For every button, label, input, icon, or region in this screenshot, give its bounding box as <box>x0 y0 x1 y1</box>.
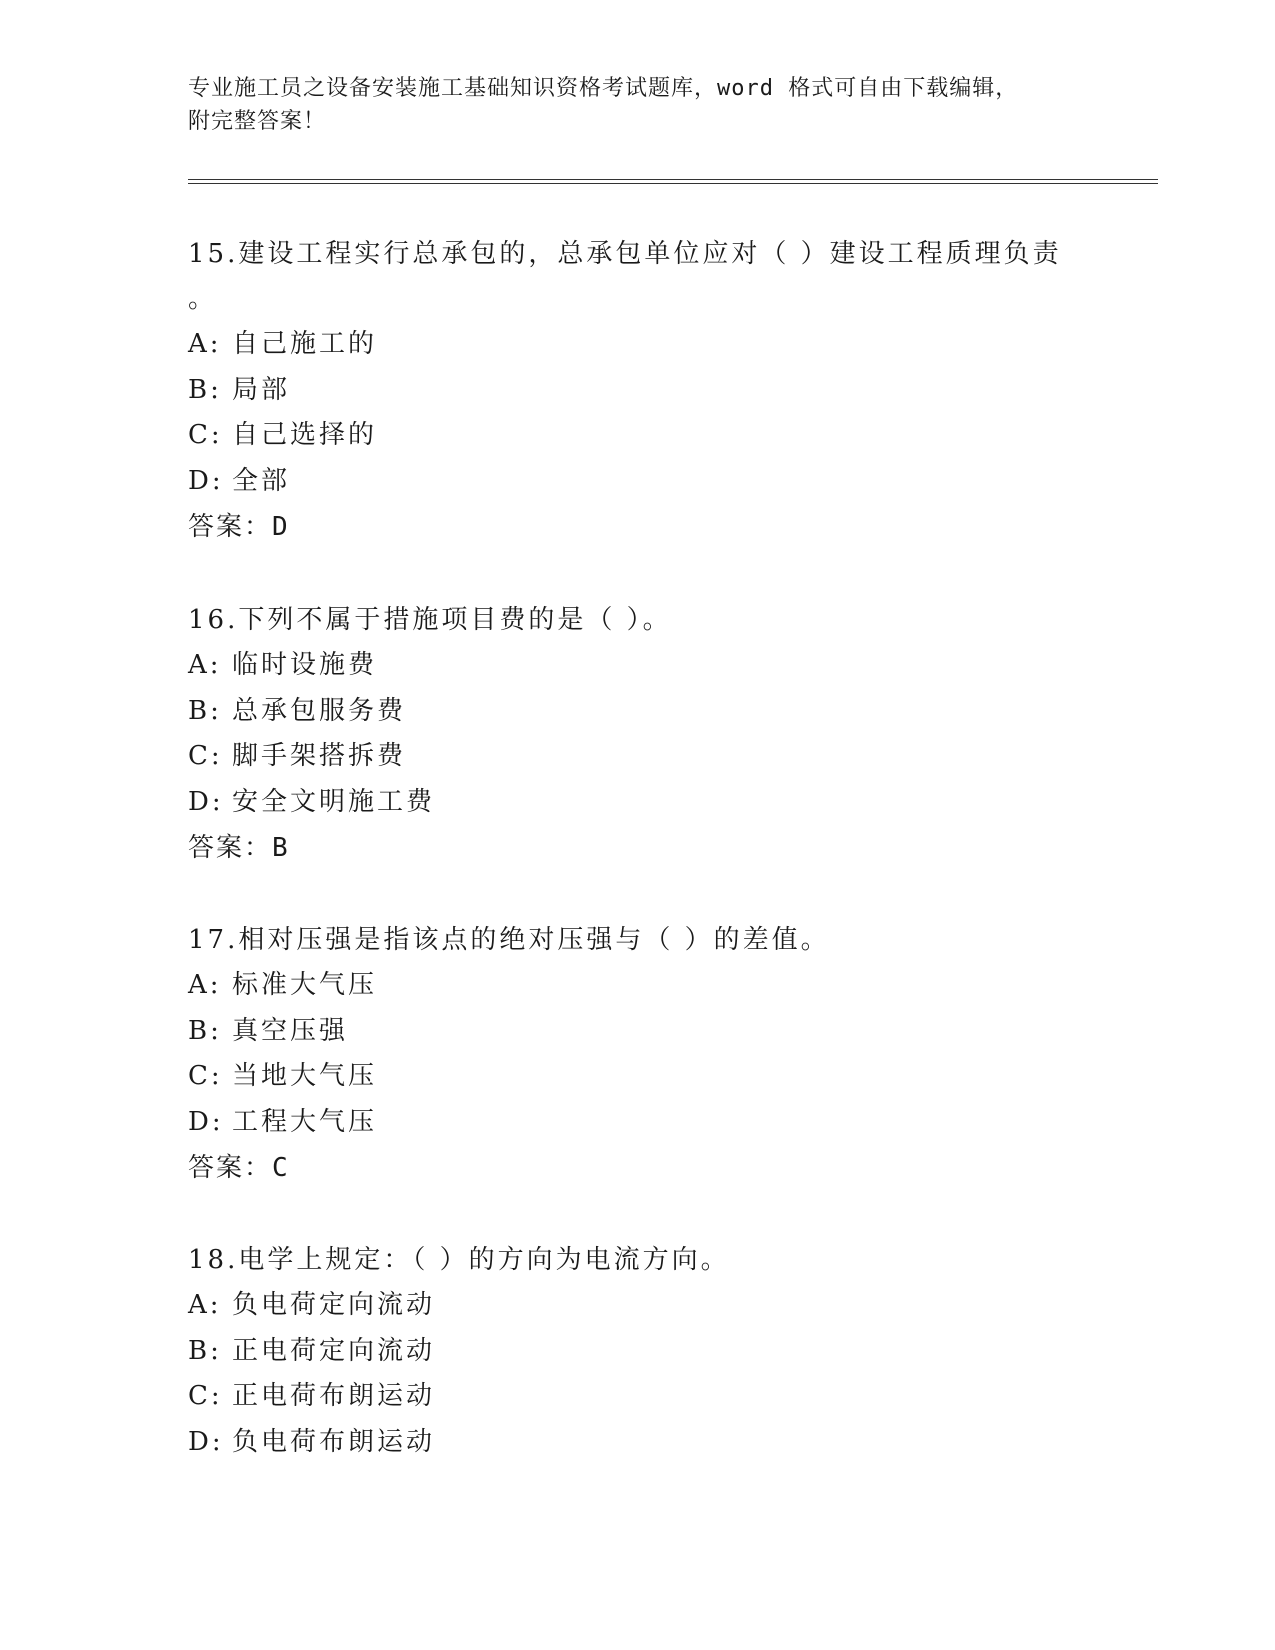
option-letter: B: <box>188 1015 222 1046</box>
option-text: 自己选择的 <box>232 420 378 450</box>
option-a <box>188 1283 1088 1329</box>
option-b <box>188 1329 1088 1375</box>
option-b <box>188 689 1088 735</box>
question-stem-continuation: 。 <box>188 284 218 314</box>
document-header <box>188 72 1088 138</box>
option-letter: B: <box>188 695 222 726</box>
option-a <box>188 322 1088 368</box>
question-stem: 16.下列不属于措施项目费的是（ ）。 <box>188 605 672 635</box>
option-d <box>188 1100 1088 1146</box>
option-text: 脚手架搭拆费 <box>232 741 407 771</box>
option-text: 工程大气压 <box>232 1106 378 1137</box>
option-letter: A: <box>188 329 222 359</box>
answer-line: 答案：B <box>188 833 290 863</box>
question-17 <box>188 918 1088 1191</box>
option-text: 临时设施费 <box>232 650 378 680</box>
option-text: 总承包服务费 <box>232 695 407 726</box>
option-text: 局部 <box>232 374 291 405</box>
header-line-1: 专业施工员之设备安装施工基础知识资格考试题库，word 格式可自由下载编辑， <box>188 76 1019 101</box>
option-text: 正电荷布朗运动 <box>232 1381 436 1411</box>
option-c <box>188 1054 1088 1100</box>
option-text: 当地大气压 <box>232 1061 378 1091</box>
option-text: 自己施工的 <box>232 329 378 359</box>
option-b <box>188 1009 1088 1055</box>
header-line-2: 附完整答案！ <box>188 109 327 134</box>
answer-line: 答案：C <box>188 1153 290 1183</box>
option-letter: C: <box>188 1061 223 1091</box>
option-text: 全部 <box>232 465 291 496</box>
question-16 <box>188 598 1088 871</box>
question-18 <box>188 1238 1088 1465</box>
option-letter: B: <box>188 1335 222 1366</box>
option-letter: D: <box>188 786 224 817</box>
option-c <box>188 1374 1088 1420</box>
question-stem: 18.电学上规定：（ ）的方向为电流方向。 <box>188 1245 730 1275</box>
option-letter: C: <box>188 420 223 450</box>
option-letter: D: <box>188 1106 224 1137</box>
option-a <box>188 643 1088 689</box>
option-d <box>188 780 1088 826</box>
option-letter: A: <box>188 970 222 1000</box>
option-text: 正电荷定向流动 <box>232 1335 436 1366</box>
option-letter: A: <box>188 1290 222 1320</box>
option-c <box>188 413 1088 459</box>
option-c <box>188 734 1088 780</box>
option-text: 安全文明施工费 <box>232 786 436 817</box>
option-b <box>188 368 1088 414</box>
header-divider-top <box>188 179 1158 180</box>
option-letter: D: <box>188 1426 224 1457</box>
option-text: 标准大气压 <box>232 970 378 1000</box>
option-letter: B: <box>188 374 222 405</box>
option-text: 负电荷定向流动 <box>232 1290 436 1320</box>
question-stem: 15.建设工程实行总承包的，总承包单位应对（ ）建设工程质理负责 <box>188 239 1062 269</box>
header-divider-bottom <box>188 183 1158 184</box>
option-letter: D: <box>188 465 224 496</box>
question-stem: 17.相对压强是指该点的绝对压强与（ ）的差值。 <box>188 925 830 955</box>
option-d <box>188 459 1088 505</box>
option-letter: C: <box>188 741 223 771</box>
option-a <box>188 963 1088 1009</box>
option-d <box>188 1420 1088 1466</box>
option-text: 负电荷布朗运动 <box>232 1426 436 1457</box>
question-15 <box>188 232 1088 550</box>
option-text: 真空压强 <box>232 1015 349 1046</box>
option-letter: C: <box>188 1381 223 1411</box>
option-letter: A: <box>188 650 222 680</box>
answer-line: 答案：D <box>188 512 290 542</box>
